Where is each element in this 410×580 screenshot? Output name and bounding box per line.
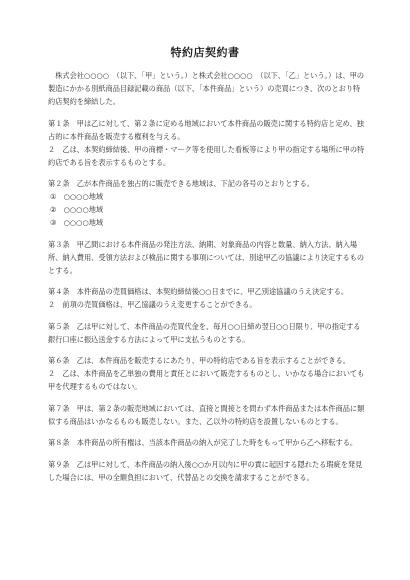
article-3-paragraph-1: 第３条 甲乙間における本件商品の発注方法、納期、対象商品の内容と数量、納入方法、納入場所、納入費用、受領方法および検品に関する事項については、別途甲乙の協議により決定するものとする。 <box>48 239 365 275</box>
article-6-paragraph-1: 第６条 乙は、本件商品を販売するにあたり、甲の特約店である旨を表示することができる。 <box>48 356 350 365</box>
article-6 <box>48 354 366 393</box>
article-5-paragraph-1: 第５条 乙は甲に対して、本件商品の売買代金を、毎月○○日締め翌日○○日限り、甲の指定する銀行口座に振込送金する方法によって甲に支払うものとする。 <box>48 321 361 344</box>
article-3 <box>48 238 366 277</box>
article-1 <box>48 117 366 169</box>
document-body <box>48 69 366 492</box>
article-8 <box>48 436 366 449</box>
article-8-paragraph-1: 第８条 本件商品の所有権は、当該本件商品の納入が完了した時をもって甲から乙へ移転する。 <box>48 438 358 447</box>
article-5 <box>48 320 366 346</box>
article-7-paragraph-1: 第７条 甲は、第２条の販売地域においては、直接と間接とを問わず本件商品または本件商品に類似する商品はいかなるものも販売しない。また、乙以外の特約店を設置しないものとする。 <box>48 403 365 426</box>
article-9 <box>48 458 366 484</box>
article-4-paragraph-1: 第４条 本件商品の売買価格は、本契約締結後○○日までに、甲乙別途協議のうえ決定する。 <box>48 287 349 296</box>
region-list-item: ① ○○○○地域 <box>50 192 104 201</box>
article-2-paragraph-1: 第２条 乙が本件商品を独占的に販売できる地域は、下記の各号のとおりとする。 <box>48 179 314 188</box>
preamble: 株式会社○○○○ （以下、「甲」という。）と株式会社○○○○ （以下、「乙」という。）は、甲の製造にかかる別紙商品目録記載の商品（以下、「本件商品」という）の売買につき、次のとおり特約店契約を締結した。 <box>48 71 365 106</box>
article-7 <box>48 402 366 428</box>
article-2 <box>48 177 366 229</box>
article-9-paragraph-1: 第９条 乙は甲に対して、本件商品の納入後○○か月以内に甲の責に起因する隠れたる瑕疵を発見した場合には、甲の全額負担において、代替品との交換を請求することができる。 <box>48 459 363 482</box>
article-1-paragraph-2: ２ 乙は、本契約締結後、甲の商標・マーク等を使用した看板等により甲の指定する場所に甲の特約店である旨を表示するものとする。 <box>48 144 365 167</box>
document-title: 特約店契約書 <box>170 46 240 59</box>
article-6-paragraph-2: ２ 乙は、本件商品を乙単独の費用と責任とにおいて販売するものとし、いかなる場合においても甲を代理するものではない。 <box>48 369 365 391</box>
article-4-paragraph-2: ２ 前項の売買価格は、甲乙協議のうえ変更することができる。 <box>48 300 257 309</box>
region-list-item: ③ ○○○○地域 <box>50 218 104 227</box>
article-4 <box>48 285 366 311</box>
article-2-region-list <box>48 190 366 229</box>
article-1-paragraph-1: 第１条 甲は乙に対して、第２条に定める地域において本件商品の販売に関する特約店と定め、独占的に本件商品を販売する権利を与える。 <box>48 118 364 141</box>
region-list-item: ② ○○○○地域 <box>50 205 104 214</box>
